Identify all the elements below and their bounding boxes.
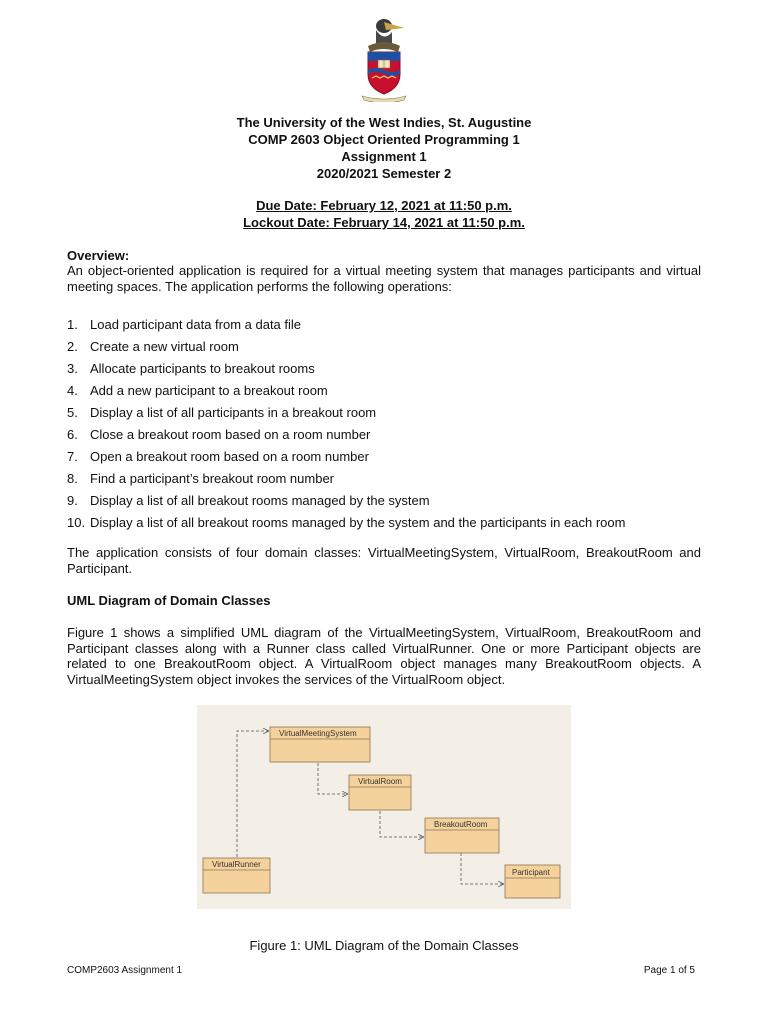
list-item bbox=[67, 427, 707, 449]
list-item-number: 6. bbox=[67, 427, 78, 442]
list-item-number: 4. bbox=[67, 383, 78, 398]
list-item bbox=[67, 405, 707, 427]
list-item-text: Display a list of all breakout rooms managed by the system bbox=[90, 493, 430, 508]
document-header bbox=[0, 114, 768, 182]
class-virtual-room bbox=[349, 775, 411, 810]
semester: 2020/2021 Semester 2 bbox=[316, 166, 452, 181]
list-item-number: 7. bbox=[67, 449, 78, 464]
class-virtual-runner bbox=[203, 858, 270, 893]
list-item-text: Close a breakout room based on a room number bbox=[90, 427, 371, 442]
course-title: COMP 2603 Object Oriented Programming 1 bbox=[248, 132, 520, 147]
class-name: VirtualMeetingSystem bbox=[279, 729, 357, 738]
class-name: VirtualRoom bbox=[358, 777, 402, 786]
list-item-number: 9. bbox=[67, 493, 78, 508]
list-item-text: Allocate participants to breakout rooms bbox=[90, 361, 315, 376]
university-name: The University of the West Indies, St. Augustine bbox=[236, 115, 532, 130]
list-item-text: Find a participant’s breakout room number bbox=[90, 471, 334, 486]
class-name: VirtualRunner bbox=[212, 860, 261, 869]
list-item-number: 5. bbox=[67, 405, 78, 420]
figure-caption: Figure 1: UML Diagram of the Domain Classes bbox=[249, 938, 519, 953]
university-crest-logo bbox=[354, 12, 414, 102]
list-item-text: Load participant data from a data file bbox=[90, 317, 302, 332]
list-item bbox=[67, 361, 707, 383]
list-item-number: 3. bbox=[67, 361, 78, 376]
operations-list bbox=[67, 317, 707, 537]
list-item-text: Display a list of all breakout rooms managed by the system and the participants in each room bbox=[90, 515, 626, 530]
lockout-date: Lockout Date: February 14, 2021 at 11:50 p.m. bbox=[243, 215, 525, 230]
list-item bbox=[67, 471, 707, 493]
uml-section-heading: UML Diagram of Domain Classes bbox=[67, 593, 271, 608]
domain-classes-paragraph: The application consists of four domain classes: VirtualMeetingSystem, VirtualRoom, BreakoutRoom and Participant. bbox=[67, 545, 701, 576]
due-date: Due Date: February 12, 2021 at 11:50 p.m. bbox=[256, 198, 512, 213]
list-item-number: 8. bbox=[67, 471, 78, 486]
list-item-text: Display a list of all participants in a breakout room bbox=[90, 405, 377, 420]
list-item-number: 1. bbox=[67, 317, 78, 332]
list-item-number: 2. bbox=[67, 339, 78, 354]
list-item bbox=[67, 449, 707, 471]
list-item bbox=[67, 317, 707, 339]
class-name: Participant bbox=[512, 868, 550, 877]
uml-section-paragraph: Figure 1 shows a simplified UML diagram of the VirtualMeetingSystem, VirtualRoom, BreakoutRoom and Participant classes along with a Runner class called VirtualRunner. One or more Participant objects are related to one BreakoutRoom object. A VirtualRoom object manages many BreakoutRoom objects. A VirtualMeetingSystem object invokes the services of the VirtualRoom object. bbox=[67, 625, 701, 687]
list-item-text: Create a new virtual room bbox=[90, 339, 239, 354]
footer-course-label: COMP2603 Assignment 1 bbox=[67, 965, 183, 976]
class-participant bbox=[505, 865, 560, 898]
list-item bbox=[67, 493, 707, 515]
list-item-number: 10. bbox=[67, 515, 86, 530]
class-breakout-room bbox=[425, 818, 499, 853]
list-item-text: Add a new participant to a breakout room bbox=[90, 383, 328, 398]
list-item bbox=[67, 339, 707, 361]
date-block bbox=[0, 197, 768, 231]
list-item bbox=[67, 515, 707, 537]
uml-diagram bbox=[197, 705, 571, 909]
class-virtual-meeting-system bbox=[270, 727, 370, 762]
overview-heading: Overview: bbox=[67, 248, 130, 263]
list-item bbox=[67, 383, 707, 405]
list-item-text: Open a breakout room based on a room number bbox=[90, 449, 369, 464]
class-name: BreakoutRoom bbox=[434, 820, 488, 829]
overview-paragraph: An object-oriented application is required for a virtual meeting system that manages participants and virtual meeting spaces. The application performs the following operations: bbox=[67, 263, 701, 294]
footer-page-number: Page 1 of 5 bbox=[643, 965, 695, 976]
assignment-title: Assignment 1 bbox=[341, 149, 427, 164]
